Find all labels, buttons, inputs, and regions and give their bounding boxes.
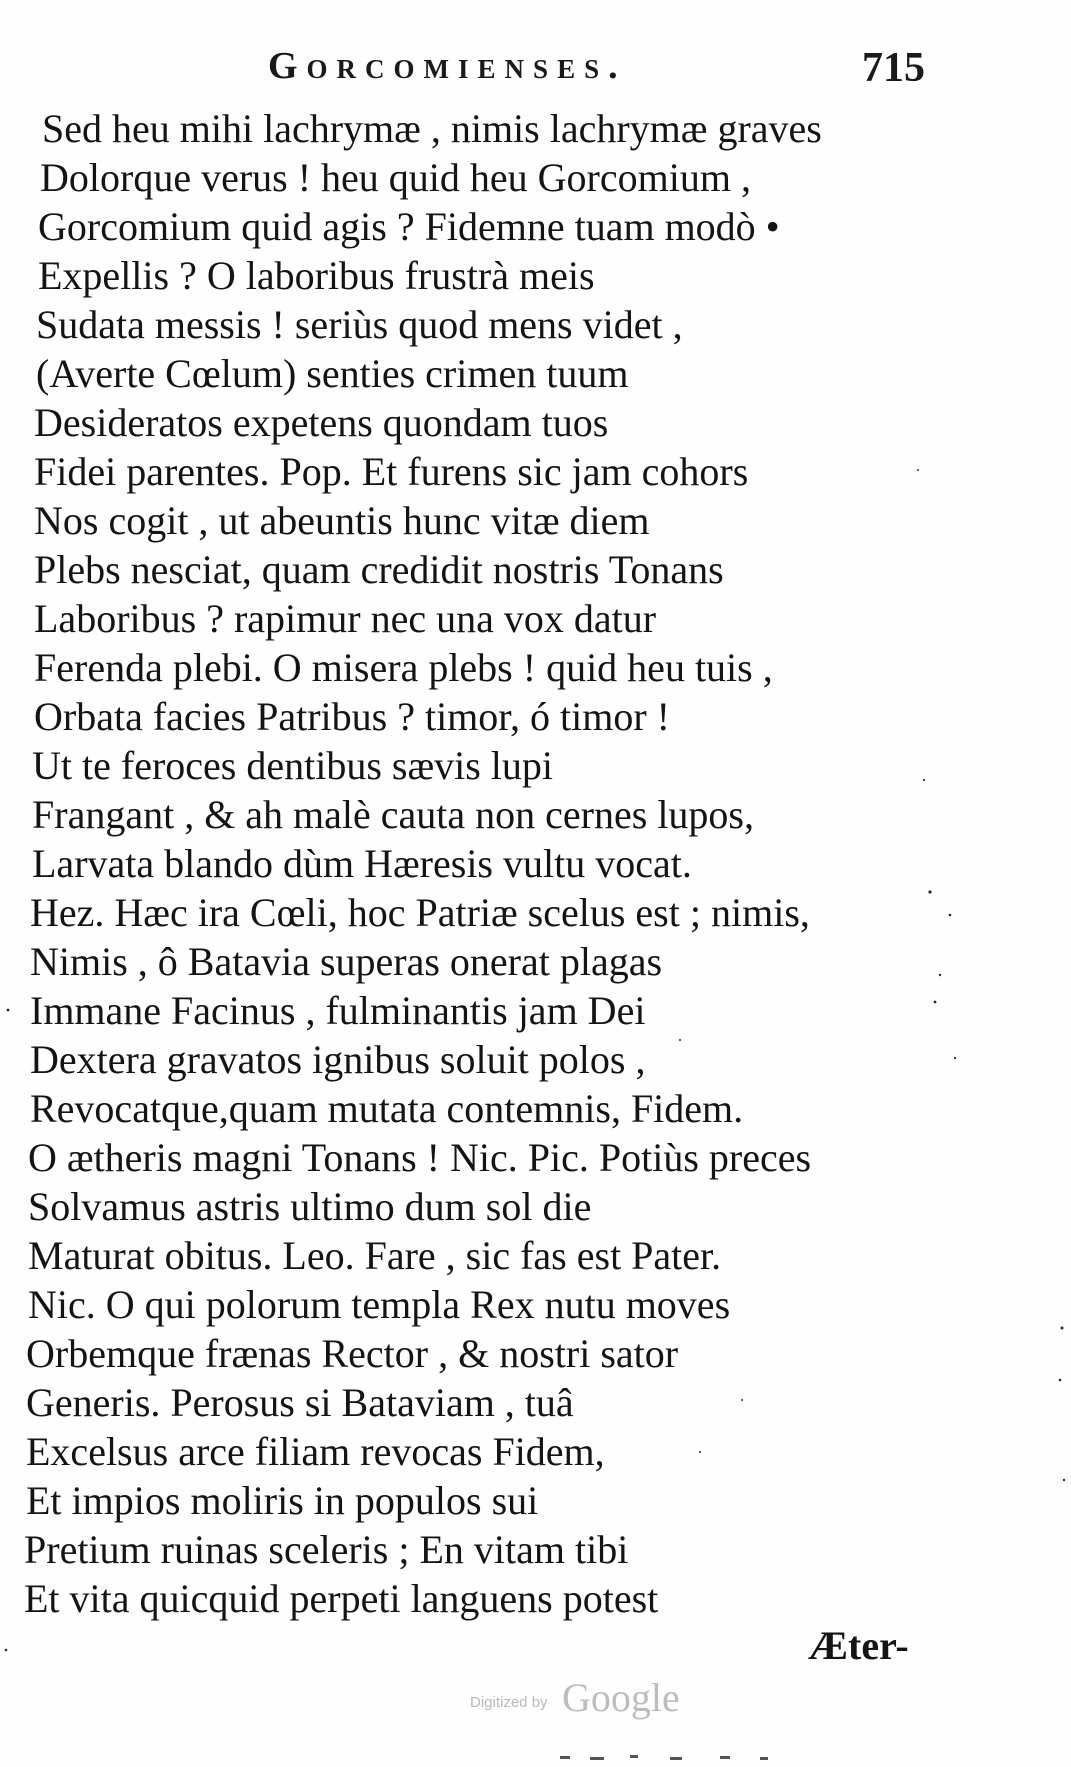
bottom-mark — [760, 1757, 768, 1760]
ink-speck — [7, 1009, 10, 1012]
verse-line: Orbemque frænas Rector , & nostri sator — [26, 1331, 679, 1376]
verse-line: Dolorque verus ! heu quid heu Gorcomium , — [40, 155, 751, 200]
bottom-mark — [720, 1756, 730, 1759]
bottom-mark — [670, 1757, 682, 1760]
verse-line: Et vita quicquid perpeti languens potest — [24, 1576, 659, 1621]
digitization-watermark — [470, 1674, 730, 1724]
page-number: 715 — [862, 45, 925, 91]
verse-line: Ferenda plebi. O misera plebs ! quid heu tuis , — [34, 645, 773, 690]
verse-line: Et impios moliris in populos sui — [26, 1478, 539, 1523]
ink-speck — [1059, 1379, 1062, 1382]
verse-line: Fidei parentes. Pop. Et furens sic jam cohors — [34, 449, 749, 494]
verse-line: Frangant , & ah malè cauta non cernes lupos, — [32, 792, 754, 837]
verse-line: Generis. Perosus si Bataviam , tuâ — [26, 1380, 574, 1425]
ink-speck — [1061, 1327, 1064, 1330]
watermark-prefix: Digitized by — [470, 1694, 548, 1711]
bottom-mark — [560, 1756, 570, 1759]
verse-line: Laboribus ? rapimur nec una vox datur — [34, 596, 657, 641]
verse-line: Desideratos expetens quondam tuos — [34, 400, 609, 445]
verse-line: Immane Facinus , fulminantis jam Dei — [30, 988, 646, 1033]
verse-line: Excelsus arce filiam revocas Fidem, — [26, 1429, 605, 1474]
verse-line: O ætheris magni Tonans ! Nic. Pic. Potiùs preces — [28, 1135, 812, 1180]
verse-line: Sed heu mihi lachrymæ , nimis lachrymæ graves — [42, 106, 822, 151]
google-logo: Google — [562, 1675, 680, 1720]
ink-speck — [1063, 1479, 1065, 1481]
verse-line: Larvata blando dùm Hæresis vultu vocat. — [32, 841, 692, 886]
verse-line: Nos cogit , ut abeuntis hunc vitæ diem — [34, 498, 650, 543]
verse-line: (Averte Cœlum) senties crimen tuum — [36, 351, 629, 396]
verse-line: Sudata messis ! seriùs quod mens videt , — [36, 302, 683, 347]
verse-line: Pretium ruinas sceleris ; En vitam tibi — [24, 1527, 629, 1572]
verse-line: Nic. O qui polorum templa Rex nutu moves — [28, 1282, 731, 1327]
page-header — [0, 40, 1071, 100]
verse-line: Dextera gravatos ignibus soluit polos , — [30, 1037, 646, 1082]
verse-line: Expellis ? O laboribus frustrà meis — [38, 253, 595, 298]
verse-line: Orbata facies Patribus ? timor, ó timor ! — [34, 694, 670, 739]
bottom-mark — [630, 1755, 638, 1758]
verse-line: Hez. Hæc ira Cœli, hoc Patriæ scelus est ; nimis, — [30, 890, 810, 935]
verse-line: Solvamus astris ultimo dum sol die — [28, 1184, 592, 1229]
bottom-mark — [590, 1757, 604, 1760]
verse-line: Plebs nesciat, quam credidit nostris Tonans — [34, 547, 724, 592]
verse-block — [24, 104, 984, 1623]
verse-line: Maturat obitus. Leo. Fare , sic fas est Pater. — [28, 1233, 722, 1278]
verse-line: Ut te feroces dentibus sævis lupi — [32, 743, 554, 788]
verse-line: Revocatque,quam mutata contemnis, Fidem. — [30, 1086, 744, 1131]
catchword: Æter- — [808, 1623, 909, 1668]
verse-line: Gorcomium quid agis ? Fidemne tuam modò • — [38, 204, 780, 249]
ink-speck — [5, 1649, 8, 1652]
verse-line: Nimis , ô Batavia superas onerat plagas — [30, 939, 663, 984]
running-head: Gorcomienses. — [268, 45, 627, 87]
